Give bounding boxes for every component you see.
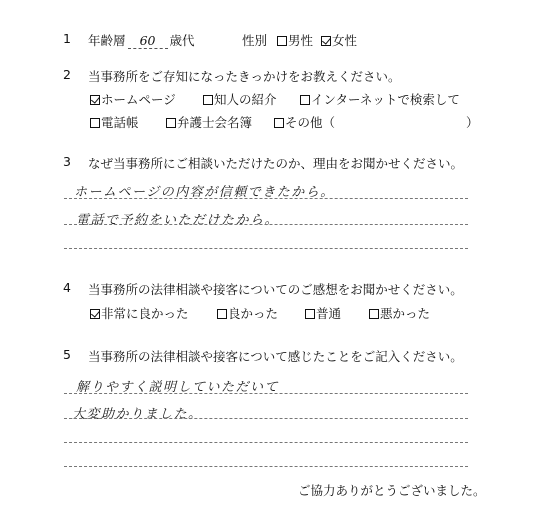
q5-answer-line2: 大変助かりました。 [72, 407, 203, 422]
q3-number: 3 [63, 154, 71, 169]
thanks-text: ご協力ありがとうございました。 [298, 483, 486, 498]
other-checkbox[interactable] [274, 118, 284, 128]
q2-option-other[interactable] [274, 113, 335, 131]
q3-answer-rule1 [64, 198, 468, 199]
q1-age-row [88, 31, 195, 49]
option-label: 悪かった [380, 306, 431, 321]
q4-option-good[interactable] [217, 304, 278, 322]
normal-checkbox[interactable] [305, 309, 315, 319]
q2-option-phonebook[interactable] [90, 113, 139, 131]
very-good-checkbox[interactable] [90, 309, 100, 319]
option-label: 普通 [316, 306, 342, 321]
q4-number: 4 [63, 280, 71, 295]
option-label: その他（ [285, 115, 336, 130]
q2-option-bar-directory[interactable] [166, 113, 252, 131]
q2-option-referral[interactable] [203, 90, 277, 108]
q3-answer-line2: 電話で予約をいただけたから。 [76, 213, 280, 228]
q5-answer-rule3 [64, 442, 468, 443]
age-label: 年齢層 [88, 33, 126, 48]
q2-number: 2 [63, 67, 71, 82]
option-label: インターネットで検索して [311, 92, 460, 107]
option-label: 非常に良かった [101, 306, 189, 321]
female-label: 女性 [332, 33, 358, 48]
option-label: 電話帳 [101, 115, 139, 130]
q5-answer-rule2 [64, 418, 468, 419]
bar-directory-checkbox[interactable] [166, 118, 176, 128]
q4-option-very-good[interactable] [90, 304, 189, 322]
good-checkbox[interactable] [217, 309, 227, 319]
option-label: ホームページ [101, 92, 176, 107]
q5-answer-line1: 解りやすく説明していただいて [76, 380, 280, 395]
male-label: 男性 [288, 33, 314, 48]
option-label: 弁護士会名簿 [177, 115, 253, 130]
referral-checkbox[interactable] [203, 95, 213, 105]
age-value-field[interactable]: 60 [128, 33, 168, 49]
q3-answer-line1: ホームページの内容が信頼できたから。 [74, 185, 335, 200]
q2-option-homepage[interactable] [90, 90, 176, 108]
q5-answer-rule4 [64, 466, 468, 467]
q3-question: なぜ当事務所にご相談いただけたのか、理由をお聞かせください。 [88, 156, 464, 171]
q4-question: 当事務所の法律相談や接客についてのご感想をお聞かせください。 [88, 282, 463, 297]
gender-label: 性別 [242, 33, 268, 48]
q2-option-internet[interactable] [300, 90, 460, 108]
female-checkbox[interactable] [321, 36, 331, 46]
male-checkbox[interactable] [277, 36, 287, 46]
q5-answer-rule1 [64, 393, 468, 394]
q3-answer-rule2 [64, 224, 468, 225]
q5-number: 5 [63, 347, 71, 362]
internet-checkbox[interactable] [300, 95, 310, 105]
homepage-checkbox[interactable] [90, 95, 100, 105]
q5-question: 当事務所の法律相談や接客について感じたことをご記入ください。 [88, 349, 463, 364]
q3-answer-rule3 [64, 248, 468, 249]
other-close-paren: ） [466, 115, 479, 130]
q1-number: 1 [63, 31, 71, 46]
option-label: 良かった [228, 306, 279, 321]
gender-row [242, 31, 357, 49]
q4-option-bad[interactable] [369, 304, 430, 322]
option-label: 知人の紹介 [214, 92, 277, 107]
q4-option-normal[interactable] [305, 304, 341, 322]
phonebook-checkbox[interactable] [90, 118, 100, 128]
q2-question: 当事務所をご存知になったきっかけをお教えください。 [88, 69, 401, 84]
bad-checkbox[interactable] [369, 309, 379, 319]
age-suffix: 歳代 [169, 33, 195, 48]
